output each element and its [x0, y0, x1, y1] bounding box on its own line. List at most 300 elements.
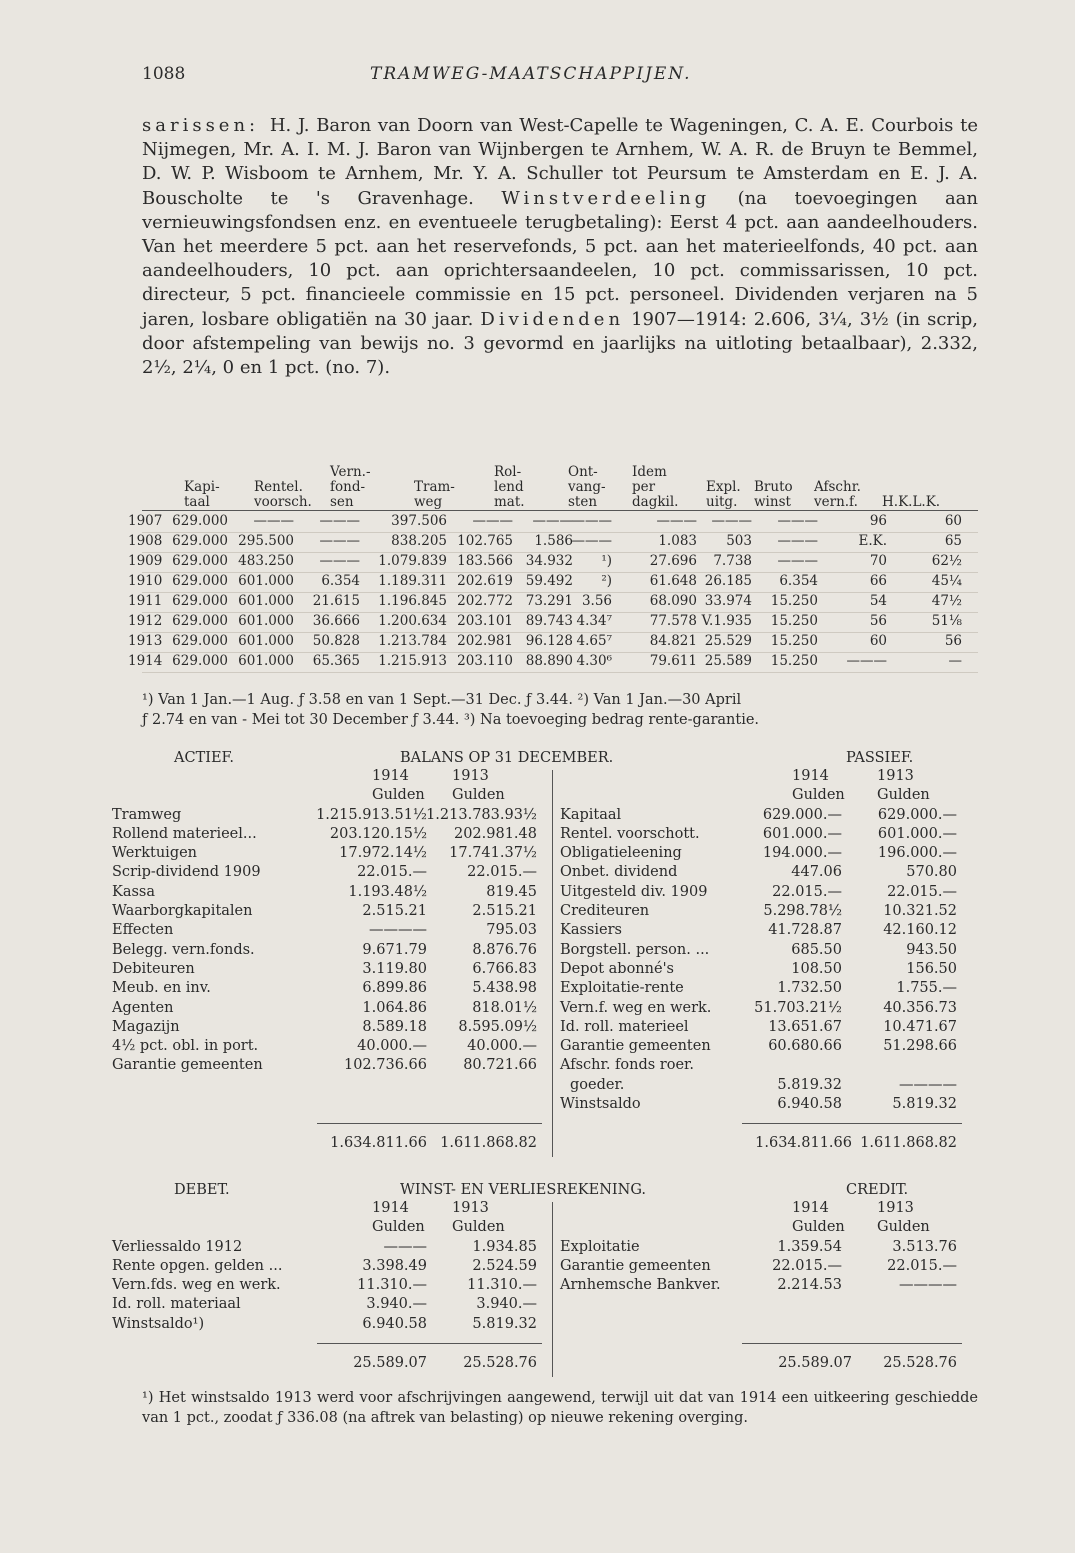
running-title: TRAMWEG-MAATSCHAPPIJEN.	[370, 64, 692, 84]
account-row	[112, 999, 978, 1019]
amount-current: 1.193.48½	[348, 883, 427, 900]
table-cell: 6.354	[321, 573, 360, 589]
table-cell: ———	[846, 653, 887, 669]
account-row	[112, 980, 978, 999]
account-row	[112, 883, 978, 903]
table-cell: ———	[532, 513, 573, 529]
credit-label: Garantie gemeenten	[560, 1257, 711, 1274]
table-cell: 295.500	[238, 533, 294, 549]
row-year: 1914	[128, 653, 163, 669]
amount-previous: 51.298.66	[883, 1038, 957, 1055]
amount-current: 2.515.21	[362, 903, 427, 920]
credit-label: Exploitatie-rente	[560, 980, 684, 997]
credit-label: Rentel. voorschott.	[560, 825, 700, 842]
table-cell: ———	[656, 513, 697, 529]
table-cell: 629.000	[172, 573, 228, 589]
table-cell: 25.589	[704, 653, 752, 669]
column-header: 1914	[372, 768, 409, 784]
column-header: Gulden	[792, 787, 845, 804]
debit-label: Winstsaldo¹)	[112, 1315, 205, 1332]
table-cell: 629.000	[172, 593, 228, 609]
debit-label: Magazijn	[112, 1018, 180, 1035]
table-cell: ¹)	[601, 553, 612, 569]
row-year: 1908	[128, 533, 163, 549]
amount-previous: 1.934.85	[472, 1238, 537, 1255]
table-cell: ²)	[601, 573, 612, 589]
amount-current: 108.50	[791, 960, 842, 977]
table-cell: 54	[869, 593, 887, 609]
table-cell: 1.213.784	[378, 633, 447, 649]
account-row	[112, 903, 978, 922]
amount-previous: 1.755.—	[896, 980, 957, 997]
row-year: 1911	[128, 593, 163, 609]
account-row	[112, 941, 978, 961]
column-header: mat.	[494, 494, 525, 510]
column-header: voorsch.	[254, 494, 312, 510]
amount-current: 22.015.—	[772, 883, 842, 900]
amount-current: 6.899.86	[362, 980, 427, 997]
sheet-title-row	[142, 750, 978, 768]
page-number: 1088	[142, 64, 186, 84]
table-cell: 4.34⁷	[576, 613, 612, 629]
column-header: dagkil.	[632, 494, 679, 510]
column-header: 1914	[792, 768, 829, 784]
totals-row	[142, 1135, 978, 1154]
intro-text-3: Winstverdeeling	[501, 187, 711, 209]
table-row	[128, 613, 978, 633]
debit-label: Scrip-dividend 1909	[112, 864, 261, 881]
table-cell: 50.828	[312, 633, 360, 649]
amount-current: 601.000.—	[762, 825, 842, 842]
debit-label: Tramweg	[112, 806, 182, 823]
total-previous: 1.611.868.82	[860, 1135, 957, 1152]
table-cell: 629.000	[172, 553, 228, 569]
total-current: 1.634.811.66	[755, 1135, 852, 1152]
amount-previous: 629.000.—	[877, 806, 957, 823]
winst-sheet	[112, 1182, 978, 1374]
table-cell: 601.000	[238, 573, 294, 589]
column-divider	[552, 1202, 553, 1377]
amount-current: 1.359.54	[777, 1238, 842, 1255]
amount-current: 11.310.—	[357, 1277, 427, 1294]
table-cell: ———	[711, 513, 752, 529]
footnote-text: ¹) Het winstsaldo 1913 werd voor afschrijvingen aangewend, terwijl uit dat van 1914 een uitkeering geschiedde van 1 pct., zoodat ƒ 336.08 (na aftrek van belasting) op nieuwe rekening overging.	[142, 1390, 978, 1426]
total-current: 25.589.07	[778, 1355, 852, 1372]
column-header-row	[142, 1200, 978, 1219]
column-header: Gulden	[372, 1219, 425, 1236]
account-row	[142, 1096, 978, 1115]
table-cell: ———	[777, 513, 818, 529]
table-cell: 601.000	[238, 613, 294, 629]
total-previous: 25.528.76	[463, 1355, 537, 1372]
credit-label: Garantie gemeenten	[560, 1038, 711, 1055]
table-cell: 65.365	[312, 653, 360, 669]
amount-previous: ————	[899, 1076, 957, 1093]
amount-previous: 22.015.—	[887, 1257, 957, 1274]
intro-paragraph	[142, 114, 978, 380]
debit-label: Id. roll. materiaal	[112, 1296, 241, 1313]
column-header: Kapi-	[184, 479, 220, 495]
table-cell: 59.492	[525, 573, 573, 589]
column-header: 1913	[452, 768, 489, 784]
table-cell: 15.250	[770, 593, 818, 609]
row-year: 1907	[128, 513, 163, 529]
column-header-row	[142, 768, 978, 787]
amount-previous: 5.438.98	[472, 980, 537, 997]
table-cell: 3.56	[581, 593, 612, 609]
debit-label: Garantie gemeenten	[112, 1057, 263, 1074]
amount-current: 51.703.21½	[754, 999, 842, 1016]
table-cell: 202.772	[457, 593, 513, 609]
column-header: H.K.L.K.	[882, 494, 941, 510]
account-row	[112, 1038, 978, 1057]
table-cell: 601.000	[238, 653, 294, 669]
debit-label: Kassa	[112, 883, 156, 900]
column-header: Idem	[632, 464, 667, 480]
table-cell: 62½	[931, 553, 962, 569]
credit-label: Borgstell. person. ...	[560, 941, 710, 958]
table-cell: 88.890	[525, 653, 573, 669]
amount-current: 447.06	[791, 864, 842, 881]
amount-previous: 11.310.—	[467, 1277, 537, 1294]
row-year: 1909	[128, 553, 163, 569]
right-heading: CREDIT.	[846, 1182, 909, 1198]
amount-current: 22.015.—	[772, 1257, 842, 1274]
amount-previous: 17.741.37½	[449, 845, 537, 862]
total-rule	[742, 1123, 962, 1124]
table-cell: 629.000	[172, 633, 228, 649]
table-cell: 1.200.634	[378, 613, 447, 629]
account-row	[112, 864, 978, 883]
credit-label: Onbet. dividend	[560, 864, 678, 881]
account-row	[112, 1296, 978, 1315]
table-cell: 1.196.845	[378, 593, 447, 609]
amount-previous: 818.01½	[472, 999, 537, 1016]
debit-label: Meub. en inv.	[112, 980, 211, 997]
amount-previous: 8.595.09½	[458, 1018, 537, 1035]
credit-label: Id. roll. materieel	[560, 1018, 689, 1035]
debit-label: Rente opgen. gelden ...	[112, 1257, 283, 1274]
table-cell: ———	[571, 533, 612, 549]
amount-previous: 943.50	[906, 941, 957, 958]
table-cell: —	[948, 653, 962, 669]
column-header: Vern.-	[330, 464, 371, 480]
table-cell: ———	[319, 513, 360, 529]
table-cell: 15.250	[770, 613, 818, 629]
table-cell: 102.765	[457, 533, 513, 549]
row-year: 1910	[128, 573, 163, 589]
account-row	[112, 1018, 978, 1038]
amount-current: 13.651.67	[768, 1018, 842, 1035]
column-header: taal	[184, 494, 210, 510]
table-cell: 838.205	[391, 533, 447, 549]
table-cell: 60	[869, 633, 887, 649]
table-cell: 1.586	[534, 533, 573, 549]
totals-row	[142, 1355, 978, 1374]
table-cell: 203.101	[457, 613, 513, 629]
amount-previous: 42.160.12	[883, 922, 957, 939]
amount-current: 6.940.58	[362, 1315, 427, 1332]
note-line-2: ƒ 2.74 en van - Mei tot 30 December ƒ 3.44. ³) Na toevoeging bedrag rente-garantie.	[142, 712, 760, 728]
intro-text-4: (na toevoegingen aan vernieuwingsfondsen enz. en eventueele terugbetaling): Eerst 4 pct. aan aandeelhouders. Van het meerdere 5 pct. aan het reservefonds, 5 pct. aan het materieelfonds, 40 pct. aan aandeelhouders, 10 pct. aan oprichtersaandeelen, 10 pct. commissarissen, 10 pct. directeur, 5 pct. financieele commissie en 15 pct. personeel. Dividenden verjaren na 5 jaren, losbare obligatiën na 30 jaar.	[142, 187, 979, 330]
amount-current: 1.215.913.51½	[316, 806, 427, 823]
amount-current: 203.120.15½	[329, 825, 427, 842]
column-header: lend	[494, 479, 524, 495]
table-cell: 96.128	[525, 633, 573, 649]
table-cell: 1.079.839	[378, 553, 447, 569]
credit-label: Uitgesteld div. 1909	[560, 883, 708, 900]
table-cell: 47½	[931, 593, 962, 609]
amount-previous: 5.819.32	[892, 1096, 957, 1113]
amount-previous: 3.940.—	[476, 1296, 537, 1313]
amount-previous: 40.000.—	[467, 1038, 537, 1055]
amount-previous: 10.321.52	[883, 903, 957, 920]
table-cell: 4.30⁶	[576, 653, 612, 669]
account-row	[112, 1315, 978, 1335]
column-header: Afschr.	[814, 479, 861, 495]
amount-current: 3.398.49	[362, 1257, 427, 1274]
debit-label: Debiteuren	[112, 960, 195, 977]
table-cell: 45¼	[931, 573, 962, 589]
amount-previous: 22.015.—	[887, 883, 957, 900]
account-row	[112, 1257, 978, 1277]
table-cell: 27.696	[649, 553, 697, 569]
table-cell: 1.083	[658, 533, 697, 549]
table-row	[128, 513, 978, 533]
row-year: 1912	[128, 613, 163, 629]
column-header: Expl.	[706, 479, 741, 495]
table-cell: 51⅛	[931, 613, 962, 629]
column-header: sen	[330, 494, 354, 510]
left-heading: DEBET.	[174, 1182, 230, 1198]
total-previous: 25.528.76	[883, 1355, 957, 1372]
amount-current: 5.819.32	[777, 1076, 842, 1093]
amount-current: 60.680.66	[768, 1038, 842, 1055]
table-row	[128, 533, 978, 553]
table-cell: ———	[319, 553, 360, 569]
table-cell: 96	[869, 513, 887, 529]
amount-previous: 202.981.48	[453, 825, 537, 842]
column-header: Tram-	[414, 479, 455, 495]
amount-current: 629.000.—	[762, 806, 842, 823]
account-row	[112, 1277, 978, 1296]
debit-label: Vern.fds. weg en werk.	[112, 1277, 281, 1294]
table-cell: 629.000	[172, 613, 228, 629]
table-cell: 202.981	[457, 633, 513, 649]
footnote	[142, 1388, 978, 1428]
amount-previous: 2.515.21	[472, 903, 537, 920]
column-header: Bruto	[754, 479, 793, 495]
column-header-row	[142, 1219, 978, 1238]
table-cell: 66	[869, 573, 887, 589]
amount-previous: 570.80	[906, 864, 957, 881]
amount-current: 41.728.87	[768, 922, 842, 939]
table-cell: 56	[869, 613, 887, 629]
table-cell: 183.566	[457, 553, 513, 569]
running-header	[142, 64, 972, 88]
table-cell: 629.000	[172, 513, 228, 529]
amount-previous: 601.000.—	[877, 825, 957, 842]
column-header: Gulden	[877, 1219, 930, 1236]
total-current: 25.589.07	[353, 1355, 427, 1372]
credit-label: Obligatieleening	[560, 845, 682, 862]
table-cell: 601.000	[238, 633, 294, 649]
amount-previous: 1.213.783.93½	[426, 806, 537, 823]
amount-current: 1.732.50	[777, 980, 842, 997]
debit-label: Verliessaldo 1912	[112, 1238, 243, 1255]
column-header: Gulden	[452, 787, 505, 804]
column-header: Ont-	[568, 464, 598, 480]
sheet-title: WINST- EN VERLIESREKENING.	[400, 1182, 646, 1198]
table-cell: 397.506	[391, 513, 447, 529]
account-row	[112, 1057, 978, 1076]
amount-current: 40.000.—	[357, 1038, 427, 1055]
column-header: 1913	[877, 1200, 914, 1216]
dividend-table	[128, 464, 978, 673]
table-cell: 483.250	[238, 553, 294, 569]
amount-current: 102.736.66	[343, 1057, 427, 1074]
amount-current: 194.000.—	[762, 845, 842, 862]
table-cell: 79.611	[649, 653, 697, 669]
table-cell: 1.215.913	[378, 653, 447, 669]
total-rule	[742, 1343, 962, 1344]
amount-previous: 22.015.—	[467, 864, 537, 881]
credit-label: Depot abonné's	[560, 960, 674, 977]
column-header: Rol-	[494, 464, 522, 480]
table-cell: 202.619	[457, 573, 513, 589]
table-cell: 15.250	[770, 653, 818, 669]
column-header: 1914	[372, 1200, 409, 1216]
table-cell: ———	[777, 533, 818, 549]
column-header: 1913	[877, 768, 914, 784]
table-notes	[142, 690, 978, 730]
column-header: 1914	[792, 1200, 829, 1216]
table-row	[128, 653, 978, 673]
table-cell: ———	[777, 553, 818, 569]
header-rule	[142, 510, 978, 511]
amount-current: 6.940.58	[777, 1096, 842, 1113]
amount-previous: 80.721.66	[463, 1057, 537, 1074]
table-cell: 36.666	[312, 613, 360, 629]
column-header: Rentel.	[254, 479, 303, 495]
credit-label: Arnhemsche Bankver.	[560, 1277, 721, 1294]
table-cell: 26.185	[704, 573, 752, 589]
credit-label: goeder.	[570, 1076, 625, 1093]
table-cell: 601.000	[238, 593, 294, 609]
total-previous: 1.611.868.82	[440, 1135, 537, 1152]
credit-label: Exploitatie	[560, 1238, 640, 1255]
table-cell: ———	[571, 513, 612, 529]
table-header-row	[142, 479, 978, 494]
total-rule	[317, 1123, 542, 1124]
table-cell: ———	[253, 513, 294, 529]
table-cell: 21.615	[312, 593, 360, 609]
table-row	[128, 633, 978, 653]
table-cell: 203.110	[457, 653, 513, 669]
table-cell: 89.743	[525, 613, 573, 629]
column-header: 1913	[452, 1200, 489, 1216]
right-heading: PASSIEF.	[846, 750, 914, 766]
table-cell: 65	[944, 533, 962, 549]
table-cell: 15.250	[770, 633, 818, 649]
amount-previous: 6.766.83	[472, 960, 537, 977]
credit-label: Winstsaldo	[560, 1096, 641, 1113]
column-header: Gulden	[452, 1219, 505, 1236]
column-header: vang-	[568, 479, 606, 495]
amount-previous: 3.513.76	[892, 1238, 957, 1255]
account-row	[142, 1077, 978, 1096]
account-row	[112, 922, 978, 941]
amount-current: 3.940.—	[366, 1296, 427, 1313]
table-row	[128, 553, 978, 573]
amount-current: 5.298.78½	[763, 903, 842, 920]
row-year: 1913	[128, 633, 163, 649]
sheet-title-row	[142, 1182, 978, 1200]
intro-text-1: sarissen:	[142, 115, 270, 136]
table-cell: 56	[944, 633, 962, 649]
amount-current: 685.50	[791, 941, 842, 958]
column-header: Gulden	[877, 787, 930, 804]
table-cell: 73.291	[525, 593, 573, 609]
account-row	[112, 1238, 978, 1258]
column-header: weg	[414, 494, 443, 510]
table-header-row	[142, 464, 978, 479]
credit-label: Kassiers	[560, 922, 622, 939]
table-row	[128, 593, 978, 613]
credit-label: Crediteuren	[560, 903, 650, 920]
table-cell: 70	[869, 553, 887, 569]
amount-previous: 8.876.76	[472, 941, 537, 958]
table-cell: 629.000	[172, 653, 228, 669]
amount-current: 9.671.79	[362, 941, 427, 958]
table-cell: 34.932	[525, 553, 573, 569]
debit-label: Werktuigen	[112, 845, 198, 862]
amount-current: ————	[369, 922, 427, 939]
table-cell: 61.648	[649, 573, 697, 589]
column-divider	[552, 770, 553, 1157]
table-cell: 6.354	[779, 573, 818, 589]
account-row	[112, 845, 978, 864]
amount-previous: 2.524.59	[472, 1257, 537, 1274]
table-row	[128, 573, 978, 593]
column-header-row	[142, 787, 978, 806]
column-header: Gulden	[372, 787, 425, 804]
account-row	[112, 960, 978, 980]
table-cell: 68.090	[649, 593, 697, 609]
column-header: per	[632, 479, 656, 495]
credit-label: Afschr. fonds roer.	[560, 1057, 694, 1074]
column-header: Gulden	[792, 1219, 845, 1236]
table-cell: 84.821	[649, 633, 697, 649]
table-cell: 503	[726, 533, 752, 549]
amount-current: 17.972.14½	[339, 845, 427, 862]
intro-text-6: 1907—1914: 2.606, 3¼, 3½ (in scrip, door afstempeling van bewijs no. 3 gevormd en jaarlijks na uitloting betaalbaar), 2.332, 2½, 2¼, 0 en 1 pct. (no. 7).	[142, 308, 979, 379]
amount-current: ———	[383, 1238, 427, 1255]
table-cell: 7.738	[713, 553, 752, 569]
note-line-1: ¹) Van 1 Jan.—1 Aug. ƒ 3.58 en van 1 Sept.—31 Dec. ƒ 3.44. ²) Van 1 Jan.—30 April	[142, 692, 742, 708]
credit-label: Vern.f. weg en werk.	[560, 999, 712, 1016]
debit-label: Effecten	[112, 922, 174, 939]
amount-previous: 819.45	[486, 883, 537, 900]
account-row	[112, 806, 978, 826]
account-row	[112, 825, 978, 845]
amount-previous: 40.356.73	[883, 999, 957, 1016]
column-header: fond-	[330, 479, 366, 495]
table-cell: 629.000	[172, 533, 228, 549]
total-rule	[317, 1343, 542, 1344]
amount-current: 2.214.53	[777, 1277, 842, 1294]
table-cell: E.K.	[858, 533, 887, 549]
